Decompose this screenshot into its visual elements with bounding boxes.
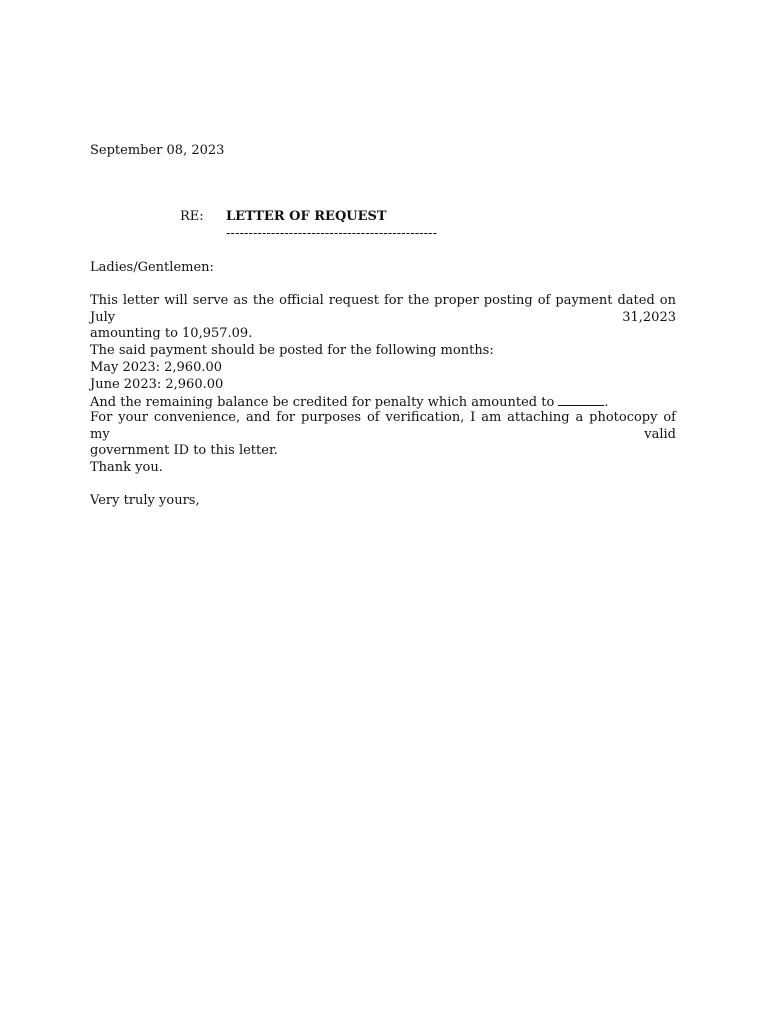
- body-line: amounting to 10,957.09.: [90, 326, 253, 342]
- paragraph-line: government ID to this letter.: [90, 443, 278, 459]
- re-underline-rule: -----------------------------------------------: [226, 226, 438, 241]
- penalty-text: And the remaining balance be credited for penalty which amounted to: [90, 395, 559, 411]
- salutation: Ladies/Gentlemen:: [90, 260, 214, 275]
- verification-paragraph: [90, 410, 676, 460]
- re-subject: LETTER OF REQUEST: [226, 209, 387, 224]
- penalty-amount-blank: [558, 393, 604, 406]
- body-paragraph: [90, 293, 676, 412]
- thanks-line: Thank you.: [90, 460, 163, 475]
- body-line: May 2023: 2,960.00: [90, 359, 223, 375]
- letter-date: September 08, 2023: [90, 143, 225, 158]
- closing-line: Very truly yours,: [90, 493, 200, 508]
- paragraph-line: For your convenience, and for purposes of verification, I am attaching a photocopy of my valid: [90, 410, 676, 442]
- body-line: The said payment should be posted for the following months:: [90, 343, 494, 359]
- body-line: June 2023: 2,960.00: [90, 376, 224, 392]
- body-line: This letter will serve as the official request for the proper posting of payment dated on July 31,2023: [90, 293, 676, 325]
- penalty-suffix: .: [604, 395, 609, 411]
- re-label: RE:: [180, 209, 204, 224]
